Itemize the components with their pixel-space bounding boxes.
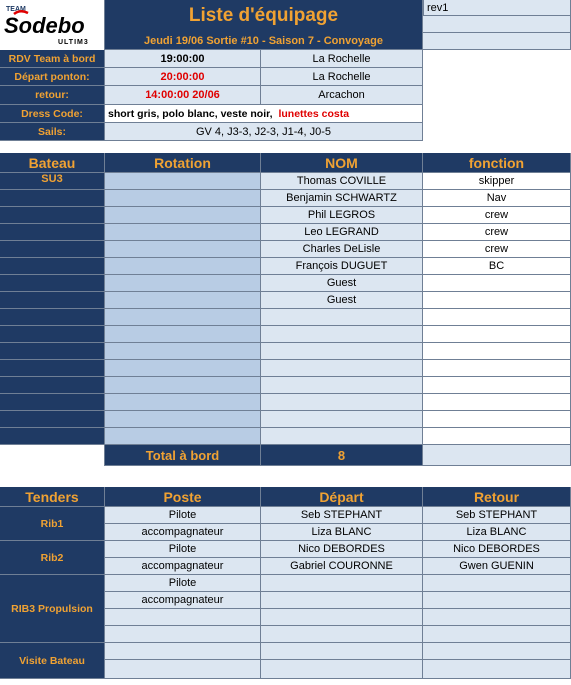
page-subtitle: Jeudi 19/06 Sortie #10 - Saison 7 - Convoyage: [105, 32, 423, 50]
boat-cell[interactable]: [0, 275, 105, 292]
header-rotation: Rotation: [105, 153, 261, 173]
boat-cell[interactable]: [0, 224, 105, 241]
header-depart: Départ: [261, 487, 423, 507]
crew-name-cell[interactable]: François DUGUET: [261, 258, 423, 275]
tender-depart-cell[interactable]: [261, 626, 423, 643]
crew-function-cell[interactable]: [423, 377, 571, 394]
sodebo-logo: [0, 0, 105, 50]
rotation-cell[interactable]: [105, 258, 261, 275]
rotation-cell[interactable]: [105, 173, 261, 190]
crew-name-cell[interactable]: Benjamin SCHWARTZ: [261, 190, 423, 207]
crew-function-cell[interactable]: crew: [423, 241, 571, 258]
header-nom: NOM: [261, 153, 423, 173]
tender-retour-cell[interactable]: [423, 626, 571, 643]
empty-cell[interactable]: [423, 33, 571, 50]
tender-depart-cell[interactable]: Nico DEBORDES: [261, 541, 423, 558]
tender-depart-cell[interactable]: [261, 660, 423, 679]
crew-function-cell[interactable]: crew: [423, 224, 571, 241]
depart-label: Départ ponton:: [0, 68, 105, 86]
rdv-time[interactable]: 19:00:00: [105, 50, 261, 68]
crew-function-cell[interactable]: [423, 292, 571, 309]
tender-poste-cell[interactable]: Pilote: [105, 507, 261, 524]
crew-name-cell[interactable]: [261, 394, 423, 411]
tender-retour-cell[interactable]: Gwen GUENIN: [423, 558, 571, 575]
tender-depart-cell[interactable]: Seb STEPHANT: [261, 507, 423, 524]
tender-poste-cell[interactable]: [105, 626, 261, 643]
header-tenders: Tenders: [0, 487, 105, 507]
crew-name-cell[interactable]: Phil LEGROS: [261, 207, 423, 224]
empty-cell[interactable]: [423, 16, 571, 33]
dress-code-highlight: lunettes costa: [278, 107, 350, 120]
crew-function-cell[interactable]: skipper: [423, 173, 571, 190]
crew-function-cell[interactable]: [423, 394, 571, 411]
crew-name-cell[interactable]: [261, 360, 423, 377]
retour-label: retour:: [0, 86, 105, 105]
empty-cell[interactable]: [423, 445, 571, 466]
rotation-cell[interactable]: [105, 275, 261, 292]
boat-cell[interactable]: [0, 411, 105, 428]
boat-name[interactable]: SU3: [0, 173, 105, 190]
crew-function-cell[interactable]: [423, 343, 571, 360]
boat-cell[interactable]: [0, 394, 105, 411]
boat-cell[interactable]: [0, 190, 105, 207]
tender-depart-cell[interactable]: [261, 575, 423, 592]
boat-cell[interactable]: [0, 326, 105, 343]
page-title: Liste d'équipage: [105, 0, 423, 32]
boat-cell[interactable]: [0, 428, 105, 445]
tender-depart-cell[interactable]: [261, 609, 423, 626]
crew-name-cell[interactable]: Thomas COVILLE: [261, 173, 423, 190]
tender-retour-cell[interactable]: [423, 609, 571, 626]
tender-retour-cell[interactable]: Liza BLANC: [423, 524, 571, 541]
tender-retour-cell[interactable]: [423, 575, 571, 592]
boat-cell[interactable]: [0, 207, 105, 224]
tender-retour-cell[interactable]: Nico DEBORDES: [423, 541, 571, 558]
revision-cell[interactable]: rev1: [423, 0, 571, 16]
crew-name-cell[interactable]: [261, 309, 423, 326]
boat-cell[interactable]: [0, 309, 105, 326]
dress-code-text: short gris, polo blanc, veste noir,: [108, 107, 276, 120]
depart-place[interactable]: La Rochelle: [261, 68, 423, 86]
rotation-cell[interactable]: [105, 377, 261, 394]
crew-name-cell[interactable]: Charles DeLisle: [261, 241, 423, 258]
boat-cell[interactable]: [0, 241, 105, 258]
tender-poste-cell[interactable]: accompagnateur: [105, 524, 261, 541]
crew-name-cell[interactable]: [261, 326, 423, 343]
rotation-cell[interactable]: [105, 411, 261, 428]
tender-poste-cell[interactable]: [105, 609, 261, 626]
rotation-cell[interactable]: [105, 428, 261, 445]
rdv-place[interactable]: La Rochelle: [261, 50, 423, 68]
total-value: 8: [261, 445, 423, 466]
rotation-cell[interactable]: [105, 309, 261, 326]
boat-cell[interactable]: [0, 360, 105, 377]
logo-team-text: TEAM: [6, 6, 26, 13]
tender-depart-cell[interactable]: [261, 643, 423, 660]
crew-name-cell[interactable]: [261, 377, 423, 394]
rotation-cell[interactable]: [105, 207, 261, 224]
tender-poste-cell[interactable]: [105, 643, 261, 660]
dress-code-label: Dress Code:: [0, 105, 105, 123]
sails-value[interactable]: GV 4, J3-3, J2-3, J1-4, J0-5: [105, 123, 423, 141]
tender-poste-cell[interactable]: accompagnateur: [105, 558, 261, 575]
rotation-cell[interactable]: [105, 343, 261, 360]
tender-depart-cell[interactable]: Liza BLANC: [261, 524, 423, 541]
tender-name[interactable]: Rib2: [0, 541, 105, 575]
sodebo-logo-graphic: [0, 0, 105, 50]
rotation-cell[interactable]: [105, 190, 261, 207]
header-poste: Poste: [105, 487, 261, 507]
crew-function-cell[interactable]: [423, 275, 571, 292]
tender-name[interactable]: Visite Bateau: [0, 643, 105, 679]
tender-retour-cell[interactable]: [423, 660, 571, 679]
rotation-cell[interactable]: [105, 241, 261, 258]
crew-name-cell[interactable]: [261, 343, 423, 360]
retour-place[interactable]: Arcachon: [261, 86, 423, 105]
tender-depart-cell[interactable]: [261, 592, 423, 609]
crew-function-cell[interactable]: [423, 309, 571, 326]
header-bateau: Bateau: [0, 153, 105, 173]
rotation-cell[interactable]: [105, 292, 261, 309]
boat-cell[interactable]: [0, 377, 105, 394]
tender-name[interactable]: RIB3 Propulsion: [0, 575, 105, 643]
crew-function-cell[interactable]: [423, 360, 571, 377]
rdv-label: RDV Team à bord: [0, 50, 105, 68]
crew-name-cell[interactable]: Guest: [261, 292, 423, 309]
tender-poste-cell[interactable]: Pilote: [105, 541, 261, 558]
crew-name-cell[interactable]: [261, 411, 423, 428]
tender-retour-cell[interactable]: Seb STEPHANT: [423, 507, 571, 524]
tender-poste-cell[interactable]: accompagnateur: [105, 592, 261, 609]
retour-time[interactable]: 14:00:00 20/06: [105, 86, 261, 105]
tender-poste-cell[interactable]: [105, 660, 261, 679]
boat-cell[interactable]: [0, 343, 105, 360]
rotation-cell[interactable]: [105, 326, 261, 343]
sails-label: Sails:: [0, 123, 105, 141]
rotation-cell[interactable]: [105, 394, 261, 411]
depart-time[interactable]: 20:00:00: [105, 68, 261, 86]
tender-poste-cell[interactable]: Pilote: [105, 575, 261, 592]
tender-depart-cell[interactable]: Gabriel COURONNE: [261, 558, 423, 575]
crew-function-cell[interactable]: [423, 428, 571, 445]
header-retour: Retour: [423, 487, 571, 507]
crew-name-cell[interactable]: Leo LEGRAND: [261, 224, 423, 241]
crew-name-cell[interactable]: [261, 428, 423, 445]
boat-cell[interactable]: [0, 258, 105, 275]
header-fonction: fonction: [423, 153, 571, 173]
crew-function-cell[interactable]: [423, 326, 571, 343]
crew-function-cell[interactable]: [423, 411, 571, 428]
boat-cell[interactable]: [0, 292, 105, 309]
crew-function-cell[interactable]: Nav: [423, 190, 571, 207]
rotation-cell[interactable]: [105, 360, 261, 377]
tender-retour-cell[interactable]: [423, 643, 571, 660]
logo-brand-text: Sodebo: [4, 13, 85, 38]
logo-sub-text: ULTIM3: [58, 39, 89, 46]
crew-function-cell[interactable]: BC: [423, 258, 571, 275]
crew-function-cell[interactable]: crew: [423, 207, 571, 224]
tender-retour-cell[interactable]: [423, 592, 571, 609]
total-label: Total à bord: [105, 445, 261, 466]
rotation-cell[interactable]: [105, 224, 261, 241]
dress-code-value[interactable]: [105, 105, 423, 123]
empty-cell: [0, 445, 105, 466]
tender-name[interactable]: Rib1: [0, 507, 105, 541]
crew-name-cell[interactable]: Guest: [261, 275, 423, 292]
